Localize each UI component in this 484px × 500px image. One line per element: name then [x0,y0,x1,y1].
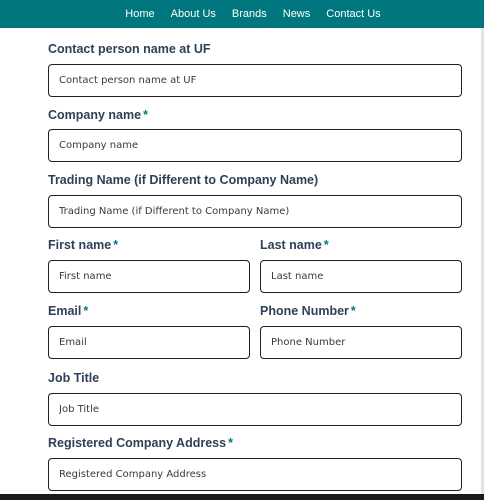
job-title-label-text: Job Title [48,371,100,385]
job-title-label [48,371,99,385]
company-name-label [48,108,148,122]
nav-link-about-us[interactable]: About Us [170,8,216,20]
registered-address-input[interactable] [48,458,462,491]
nav-links [117,0,388,28]
last-name-input[interactable] [260,260,462,293]
trading-name-label-text: Trading Name (if Different to Company Name) [48,173,319,187]
required-marker: * [83,304,89,318]
company-name-input[interactable] [48,129,462,162]
phone-number-label [260,304,356,318]
first-name-label [48,238,118,252]
first-name-label-text: First name [48,238,112,252]
contact-person-label-text: Contact person name at UF [48,42,211,56]
company-name-label-text: Company name [48,108,142,122]
nav-link-brands[interactable]: Brands [231,8,267,20]
trading-name-label [48,173,318,187]
nav-link-news[interactable]: News [282,8,311,20]
nav-link-contact-us[interactable]: Contact Us [326,8,381,20]
phone-number-label-text: Phone Number [260,304,349,318]
email-input[interactable] [48,326,250,359]
first-name-input[interactable] [48,260,250,293]
top-navigation-bar [0,0,484,28]
nav-link-home[interactable]: Home [125,8,155,20]
registered-address-label [48,436,233,450]
required-marker: * [143,108,148,122]
registered-address-label-text: Registered Company Address [48,436,227,450]
required-marker: * [323,238,329,252]
email-label-text: Email [48,304,82,318]
phone-number-input[interactable] [260,326,462,359]
job-title-input[interactable] [48,393,462,426]
required-marker: * [113,238,119,252]
required-marker: * [350,304,356,318]
trading-name-input[interactable] [48,195,462,228]
contact-person-label [48,42,211,56]
bottom-edge-bar [0,494,484,500]
last-name-label-text: Last name [260,238,322,252]
email-label [48,304,88,318]
contact-person-input[interactable] [48,64,462,97]
last-name-label [260,238,329,252]
required-marker: * [228,436,233,450]
